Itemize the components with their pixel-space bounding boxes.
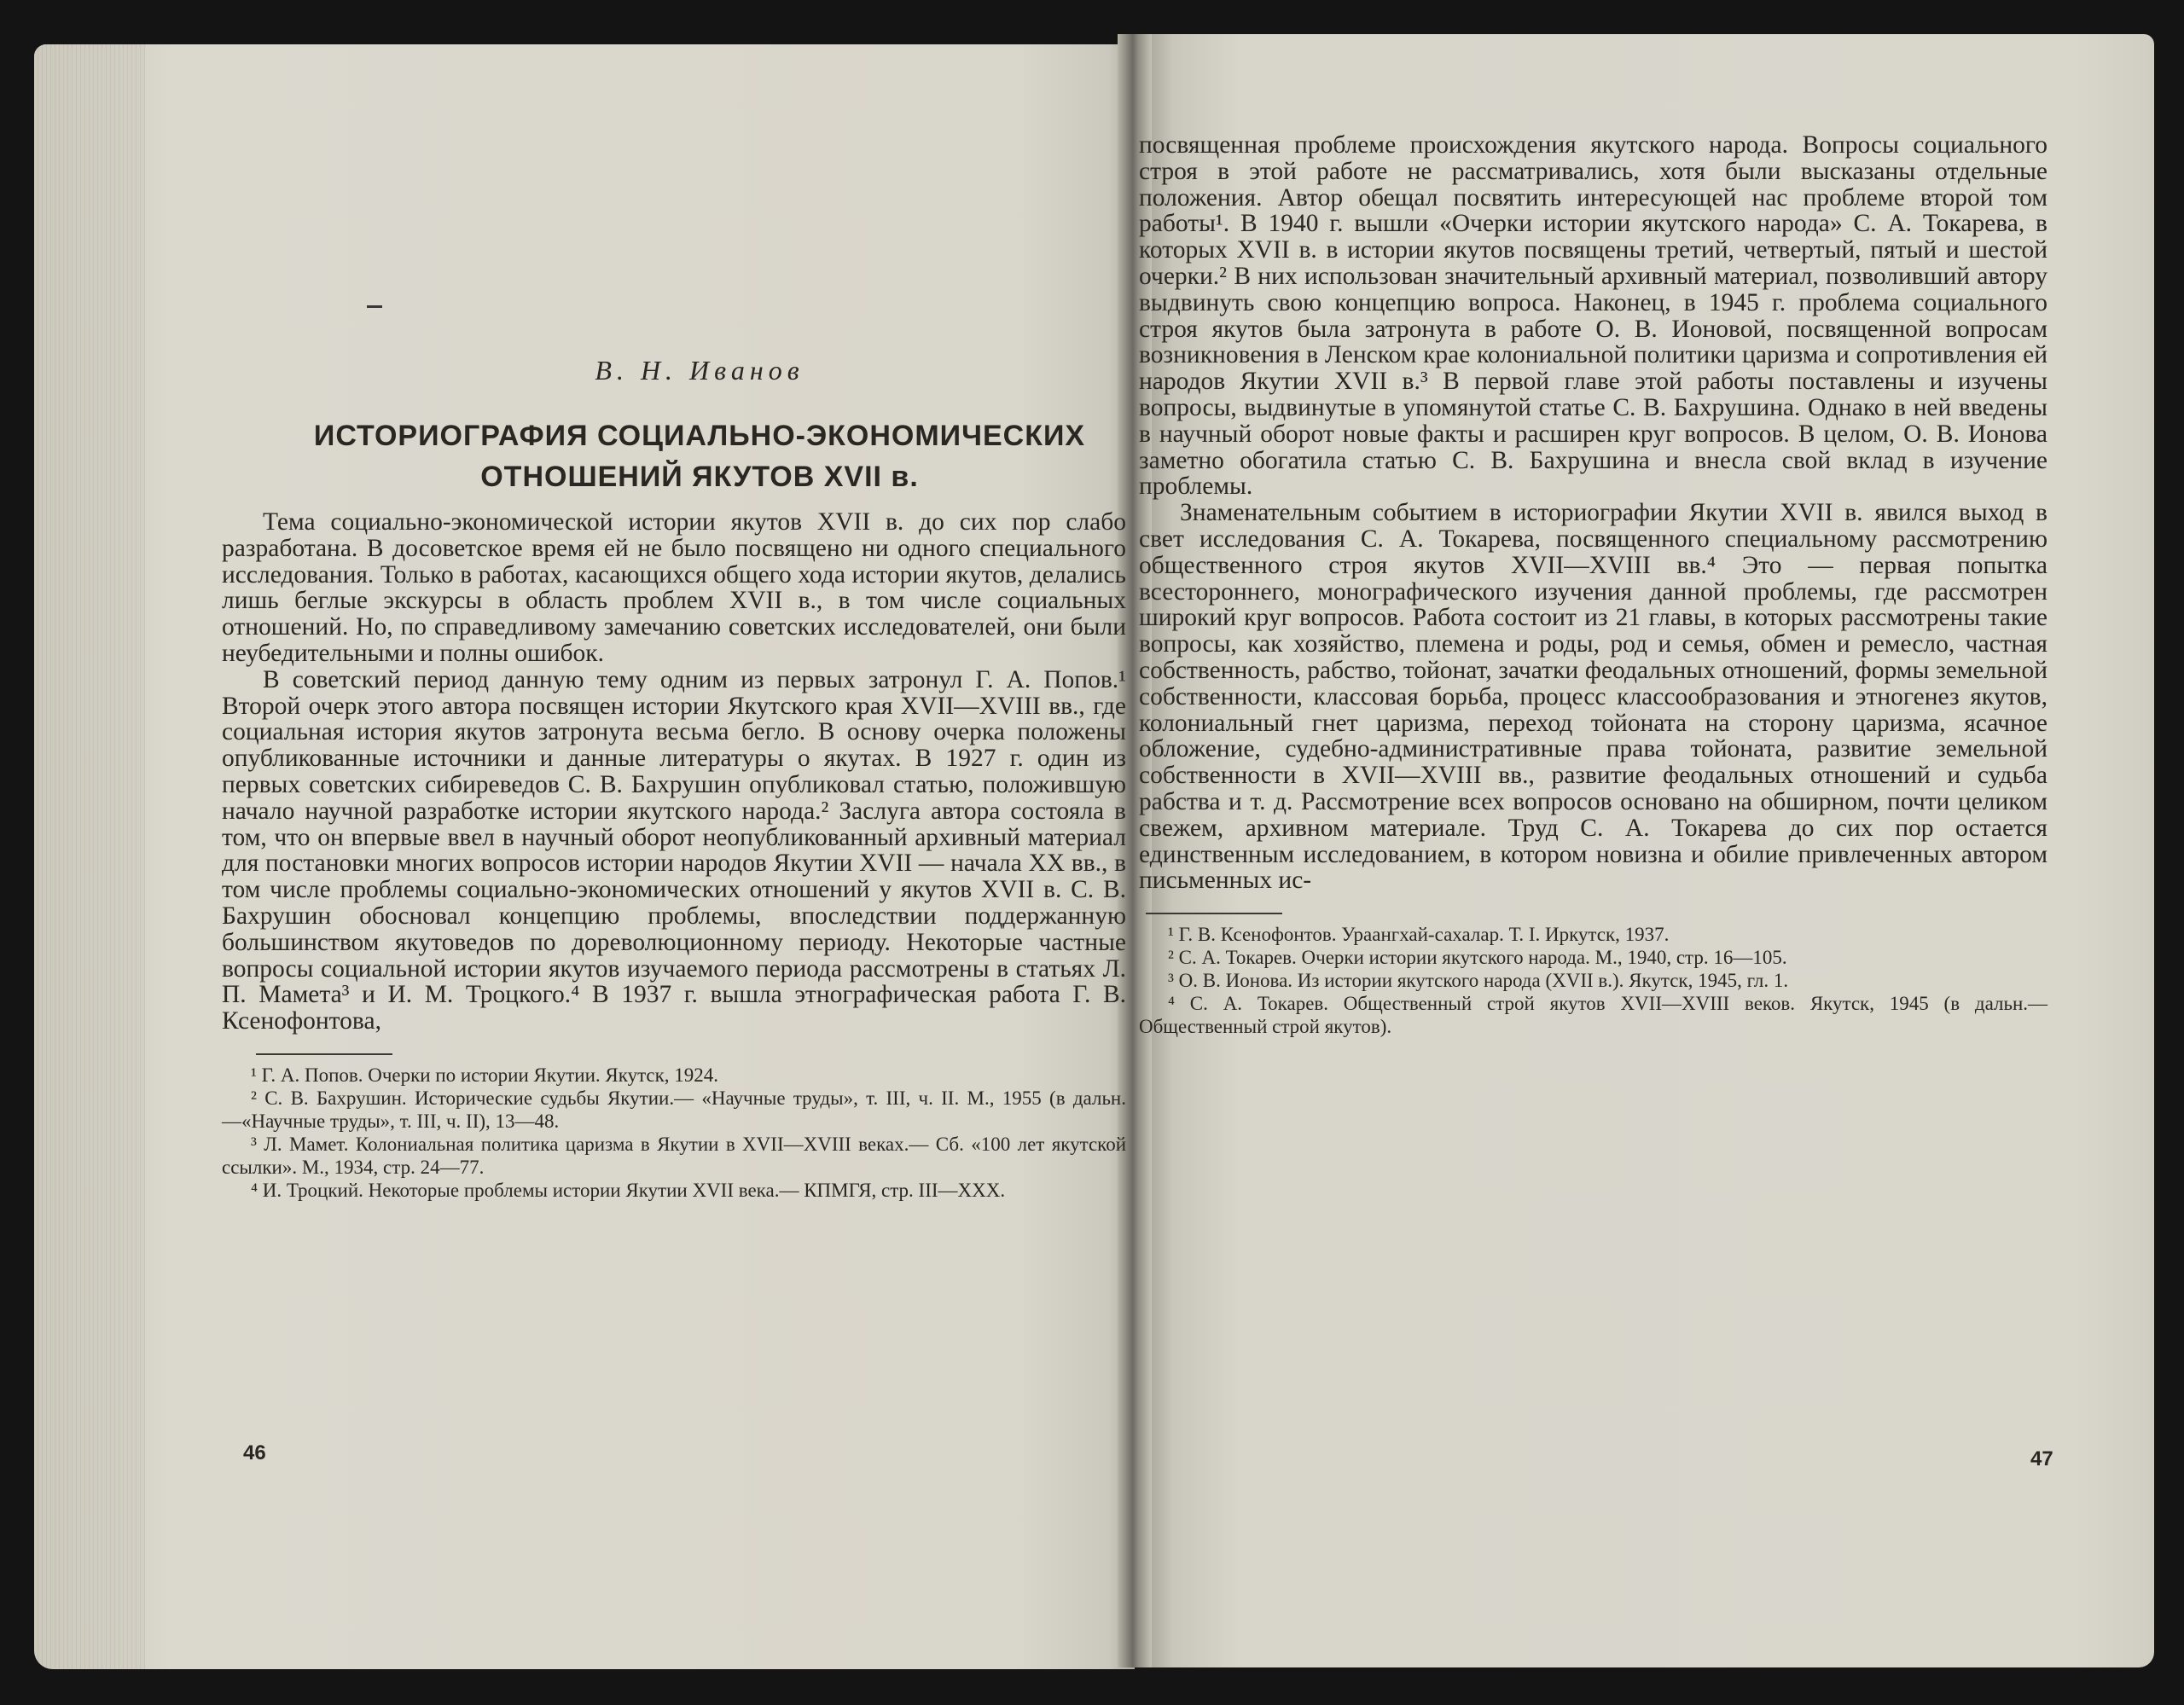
page-number-right: 47 xyxy=(2030,1447,2053,1470)
footnote-divider xyxy=(1146,913,1282,914)
paragraph: Тема социально-экономической истории якутов XVII в. до сих пор слабо разработана. В досоветское время ей не было посвящено ни одного специального исследования. Только в работах, касающихся общего хода истории якутов, делались лишь беглые экскурсы в область проблем XVII в., в том числе социальных отношений. Но, по справедливому замечанию советских исследователей, они были неубедительными и полны ошибок. xyxy=(222,508,1126,667)
author-name: В. Н. Иванов xyxy=(595,355,804,386)
paragraph: посвященная проблеме происхождения якутского народа. Вопросы социального строя в этой работе не рассматривались, хотя были высказаны отдельные положения. Автор обещал посвятить интересующей нас проблеме второй том работы¹. В 1940 г. вышли «Очерки истории якутского народа» С. А. Токарева, в которых XVII в. в истории якутов посвящены третий, четвертый, пятый и шестой очерки.² В них использован значительный архивный материал, позволивший автору выдвинуть свою концепцию вопроса. Наконец, в 1945 г. проблема социального строя якутов была затронута в работе О. В. Ионовой, посвященной вопросам возникновения в Ленском крае колониальной политики царизма и сопротивления ей народов Якутии XVII в.³ В первой главе этой работы поставлены и изучены вопросы, выдвинутые в упомянутой статье С. В. Бахрушина. Однако в ней введены в научный оборот новые факты и расширен круг вопросов. В целом, О. В. Ионова заметно обогатила статью С. В. Бахрушина и внесла свой вклад в изучение проблемы. xyxy=(1139,131,2048,501)
page-edges xyxy=(34,44,145,1669)
paragraph: Знаменательным событием в историографии Якутии XVII в. явился выход в свет исследования С. А. Токарева, посвященного специальному рассмотрению общественного строя якутов XVII—XVIII вв.⁴ Это — первая попытка всестороннего, монографического изучения данной проблемы, где рассмотрен широкий круг вопросов. Работа состоит из 21 главы, в которых рассмотрены такие вопросы, как хозяйство, племена и роды, род и семья, обмен и ремесло, частная собственность, рабство, тойонат, зачатки феодальных отношений, формы земельной собственности, классовая борьба, процесс классообразования и этногенез якутов, колониальный гнет царизма, переход тойоната на сторону царизма, ясачное обложение, судебно-административные права тойоната, развитие земельной собственности в XVII—XVIII вв., развитие феодальных отношений и судьба рабства и т. д. Рассмотрение всех вопросов основано на обширном, почти целиком свежем, архивном материале. Труд С. А. Токарева до сих пор остается единственным исследованием, в котором новизна и обилие привлеченных автором письменных ис- xyxy=(1139,499,2048,895)
footnote: ² С. А. Токарев. Очерки истории якутского народа. М., 1940, стр. 16—105. xyxy=(1168,947,1787,969)
left-body-text xyxy=(222,509,1126,1035)
article-title xyxy=(222,415,1126,497)
footnote: ¹ Г. А. Попов. Очерки по истории Якутии. Якутск, 1924. xyxy=(251,1064,719,1086)
footnote: ² С. В. Бахрушин. Исторические судьбы Якутии.— «Научные труды», т. III, ч. II. М., 1955 (в дальн.—«Научные труды», т. III, ч. II), 13—48. xyxy=(222,1087,1126,1132)
footnote: ⁴ С. А. Токарев. Общественный строй якутов XVII—XVIII веков. Якутск, 1945 (в дальн.— Общественный строй якутов). xyxy=(1139,993,2048,1038)
footnote: ¹ Г. В. Ксенофонтов. Ураангхай-сахалар. Т. I. Иркутск, 1937. xyxy=(1168,924,1670,946)
title-line-1: ИСТОРИОГРАФИЯ СОЦИАЛЬНО-ЭКОНОМИЧЕСКИХ xyxy=(313,420,1086,452)
left-page-content xyxy=(222,324,1126,1202)
footnote: ³ Л. Мамет. Колониальная политика царизма в Якутии в XVII—XVIII веках.— Сб. «100 лет якутской ссылки». М., 1934, стр. 24—77. xyxy=(222,1133,1126,1178)
paragraph: В советский период данную тему одним из первых затронул Г. А. Попов.¹ Второй очерк этого автора посвящен истории Якутского края XVII—XVIII вв., где социальная история якутов затронута весьма бегло. В основу очерка положены опубликованные источники и данные литературы о якутах. В 1927 г. один из первых советских сибиреведов С. В. Бахрушин опубликовал статью, положившую начало научной разработке истории якутского народа.² Заслуга автора состояла в том, что он впервые ввел в научный оборот неопубликованный архивный материал для постановки многих вопросов истории народов Якутии XVII — начала XX вв., в том числе проблемы социально-экономических отношений у якутов XVII в. С. В. Бахрушин обосновал концепцию проблемы, впоследствии поддержанную большинством якутоведов по дореволюционному периоду. Некоторые частные вопросы социальной истории якутов изучаемого периода рассмотрены в статьях Л. П. Мамета³ и И. М. Троцкого.⁴ В 1937 г. вышла этнографическая работа Г. В. Ксенофонтова, xyxy=(222,665,1126,1035)
right-body-text xyxy=(1139,132,2048,894)
footnote-divider xyxy=(256,1053,392,1055)
right-footnotes xyxy=(1139,923,2048,1038)
title-line-2: ОТНОШЕНИЙ ЯКУТОВ XVII в. xyxy=(480,461,919,493)
left-footnotes xyxy=(222,1064,1126,1202)
right-page-content xyxy=(1139,132,2048,1038)
footnote: ⁴ И. Троцкий. Некоторые проблемы истории Якутии XVII века.— КПМГЯ, стр. III—XXX. xyxy=(251,1179,1006,1201)
page-number-left: 46 xyxy=(243,1441,266,1464)
ornament-dash xyxy=(367,305,382,308)
footnote: ³ О. В. Ионова. Из истории якутского народа (XVII в.). Якутск, 1945, гл. 1. xyxy=(1168,970,1789,992)
